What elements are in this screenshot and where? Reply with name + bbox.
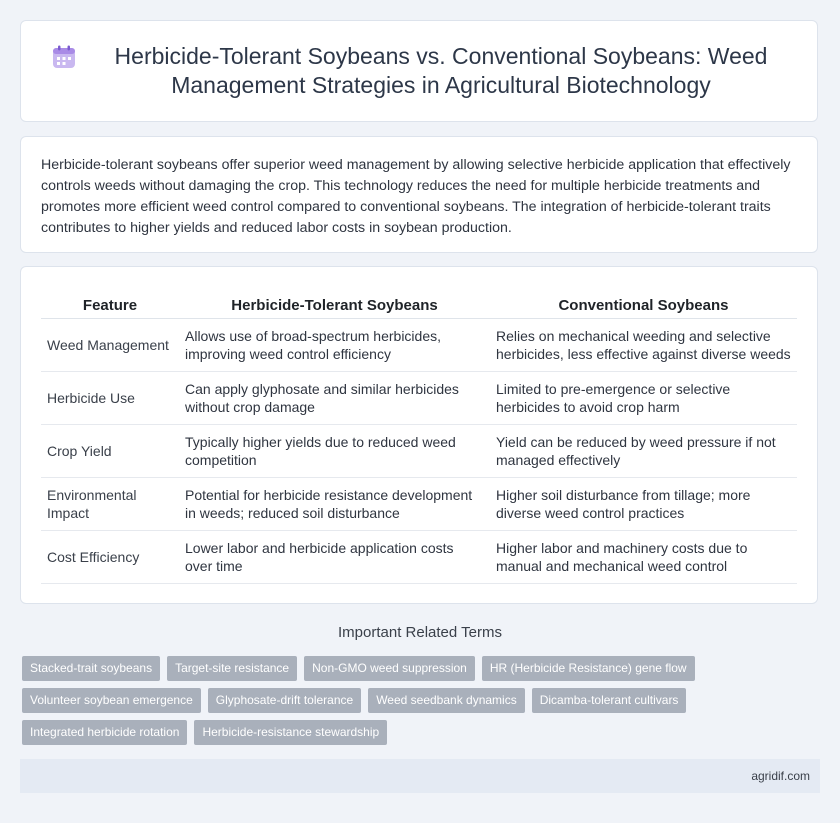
herbicide-tolerant-cell: Allows use of broad-spectrum herbicides, improving weed control efficiency	[179, 319, 490, 372]
header-feature: Feature	[41, 295, 179, 319]
related-term-tag[interactable]: HR (Herbicide Resistance) gene flow	[482, 656, 695, 681]
intro-paragraph: Herbicide-tolerant soybeans offer superior weed management by allowing selective herbicide application that effectively controls weeds without damaging the crop. This technology reduces the need for multiple herbicide treatments and promotes more efficient weed control compared to conventional soybeans. The integration of herbicide-tolerant traits contributes to higher yields and reduced labor costs in soybean production.	[41, 157, 791, 236]
feature-cell: Environmental Impact	[41, 478, 179, 531]
related-term-tag[interactable]: Stacked-trait soybeans	[22, 656, 160, 681]
table-header-row	[41, 295, 797, 319]
calendar-icon	[51, 44, 77, 70]
feature-cell: Herbicide Use	[41, 372, 179, 425]
conventional-cell: Higher labor and machinery costs due to manual and mechanical weed control	[490, 531, 797, 584]
related-term-tag[interactable]: Weed seedbank dynamics	[368, 688, 525, 713]
footer-bar	[20, 759, 820, 793]
header-conventional: Conventional Soybeans	[490, 295, 797, 319]
related-term-tag[interactable]: Target-site resistance	[167, 656, 297, 681]
conventional-cell: Higher soil disturbance from tillage; more diverse weed control practices	[490, 478, 797, 531]
conventional-cell: Relies on mechanical weeding and selective herbicides, less effective against diverse weeds	[490, 319, 797, 372]
table-row	[41, 425, 797, 478]
table-row	[41, 531, 797, 584]
herbicide-tolerant-cell: Can apply glyphosate and similar herbicides without crop damage	[179, 372, 490, 425]
header-herbicide-tolerant: Herbicide-Tolerant Soybeans	[179, 295, 490, 319]
related-term-tag[interactable]: Integrated herbicide rotation	[22, 720, 187, 745]
table-row	[41, 319, 797, 372]
conventional-cell: Limited to pre-emergence or selective herbicides to avoid crop harm	[490, 372, 797, 425]
table-row	[41, 478, 797, 531]
comparison-card	[20, 266, 818, 604]
title-wrap	[21, 42, 817, 100]
footer-site-link[interactable]: agridif.com	[751, 769, 810, 783]
herbicide-tolerant-cell: Typically higher yields due to reduced weed competition	[179, 425, 490, 478]
feature-cell: Cost Efficiency	[41, 531, 179, 584]
table-row	[41, 372, 797, 425]
related-term-tag[interactable]: Herbicide-resistance stewardship	[194, 720, 387, 745]
related-term-tag[interactable]: Volunteer soybean emergence	[22, 688, 201, 713]
conventional-cell: Yield can be reduced by weed pressure if not managed effectively	[490, 425, 797, 478]
related-term-tag[interactable]: Dicamba-tolerant cultivars	[532, 688, 687, 713]
related-terms-list	[22, 656, 802, 752]
feature-cell: Crop Yield	[41, 425, 179, 478]
title-card	[20, 20, 818, 122]
comparison-table	[41, 295, 797, 584]
herbicide-tolerant-cell: Potential for herbicide resistance development in weeds; reduced soil disturbance	[179, 478, 490, 531]
related-term-tag[interactable]: Non-GMO weed suppression	[304, 656, 475, 681]
feature-cell: Weed Management	[41, 319, 179, 372]
page-title: Herbicide-Tolerant Soybeans vs. Conventional Soybeans: Weed Management Strategies in Agricultural Biotechnology	[114, 43, 768, 98]
herbicide-tolerant-cell: Lower labor and herbicide application costs over time	[179, 531, 490, 584]
intro-card	[20, 136, 818, 253]
related-term-tag[interactable]: Glyphosate-drift tolerance	[208, 688, 361, 713]
related-terms-heading: Important Related Terms	[338, 624, 502, 641]
